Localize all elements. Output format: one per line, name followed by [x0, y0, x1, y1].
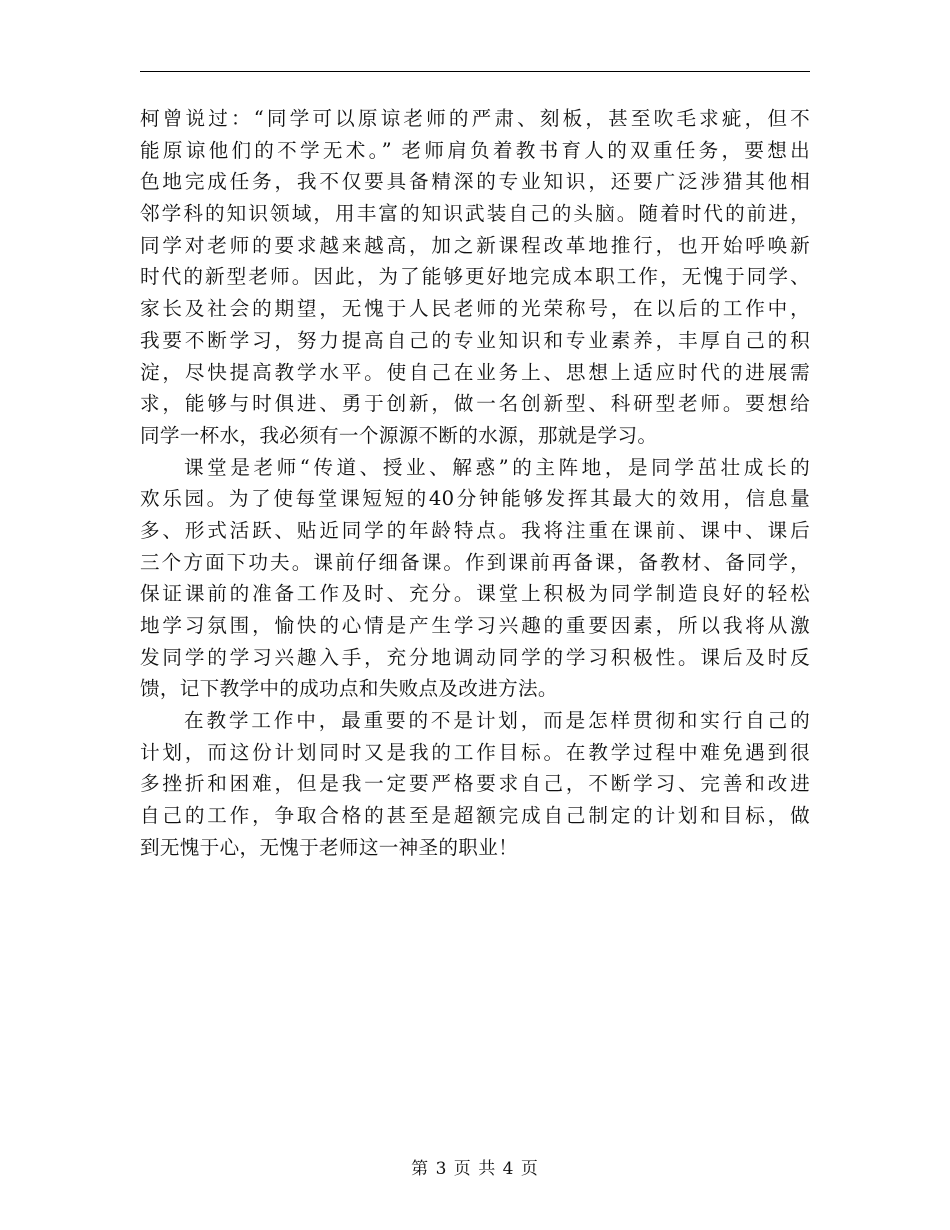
text-line: 地学习氛围，愉快的心情是产生学习兴趣的重要因素，所以我将从激: [140, 614, 810, 637]
text-line: 色地完成任务，我不仅要具备精深的专业知识，还要广泛涉猎其他相: [140, 170, 810, 194]
text-line: 求，能够与时俱进、勇于创新，做一名创新型、科研型老师。要想给: [140, 392, 810, 416]
text-line: 发同学的学习兴趣入手，充分地调动同学的学习积极性。课后及时反: [140, 645, 810, 669]
document-body: [140, 103, 810, 864]
text-line: 计划，而这份计划同时又是我的工作目标。在教学过程中难免遇到很: [140, 740, 810, 764]
text-line: 柯曾说过：“同学可以原谅老师的严肃、刻板，甚至吹毛求疵，但不: [140, 107, 810, 130]
text-line: 邻学科的知识领域，用丰富的知识武装自己的头脑。随着时代的前进，: [140, 202, 810, 226]
paragraph-2: [140, 452, 810, 706]
text-line: 馈，记下教学中的成功点和失败点及改进方法。: [140, 677, 558, 701]
text-line: 时代的新型老师。因此，为了能够更好地完成本职工作，无愧于同学、: [140, 265, 810, 289]
text-line: 同学对老师的要求越来越高，加之新课程改革地推行，也开始呼唤新: [140, 233, 810, 257]
paragraph-3: [140, 705, 810, 863]
paragraph-1: [140, 103, 810, 452]
text-line: 在教学工作中，最重要的不是计划，而是怎样贯彻和实行自己的: [184, 709, 810, 733]
text-line: 自己的工作，争取合格的甚至是超额完成自己制定的计划和目标，做: [140, 804, 810, 828]
header-rule: [140, 71, 810, 72]
text-line: 三个方面下功夫。课前仔细备课。作到课前再备课，备教材、备同学，: [140, 550, 810, 574]
text-line: 到无愧于心，无愧于老师这一神圣的职业！: [140, 835, 518, 859]
text-line: 多、形式活跃、贴近同学的年龄特点。我将注重在课前、课中、课后: [140, 518, 810, 542]
text-line: 多挫折和困难，但是我一定要严格要求自己，不断学习、完善和改进: [140, 772, 810, 796]
text-line: 保证课前的准备工作及时、充分。课堂上积极为同学制造良好的轻松: [140, 582, 810, 606]
text-line: 家长及社会的期望，无愧于人民老师的光荣称号，在以后的工作中，: [140, 297, 810, 321]
text-line: 欢乐园。为了使每堂课短短的40分钟能够发挥其最大的效用，信息量: [140, 487, 810, 511]
text-line: 课堂是老师“传道、授业、解惑”的主阵地，是同学茁壮成长的: [184, 455, 810, 479]
text-line: 淀，尽快提高教学水平。使自己在业务上、思想上适应时代的进展需: [140, 360, 810, 384]
text-line: 能原谅他们的不学无术。” 老师肩负着教书育人的双重任务，要想出: [140, 138, 810, 162]
text-line: 同学一杯水，我必须有一个源源不断的水源，那就是学习。: [140, 423, 658, 447]
page-number: 第 3 页 共 4 页: [411, 1159, 539, 1179]
text-line: 我要不断学习，努力提高自己的专业知识和专业素养，丰厚自己的积: [140, 328, 810, 352]
